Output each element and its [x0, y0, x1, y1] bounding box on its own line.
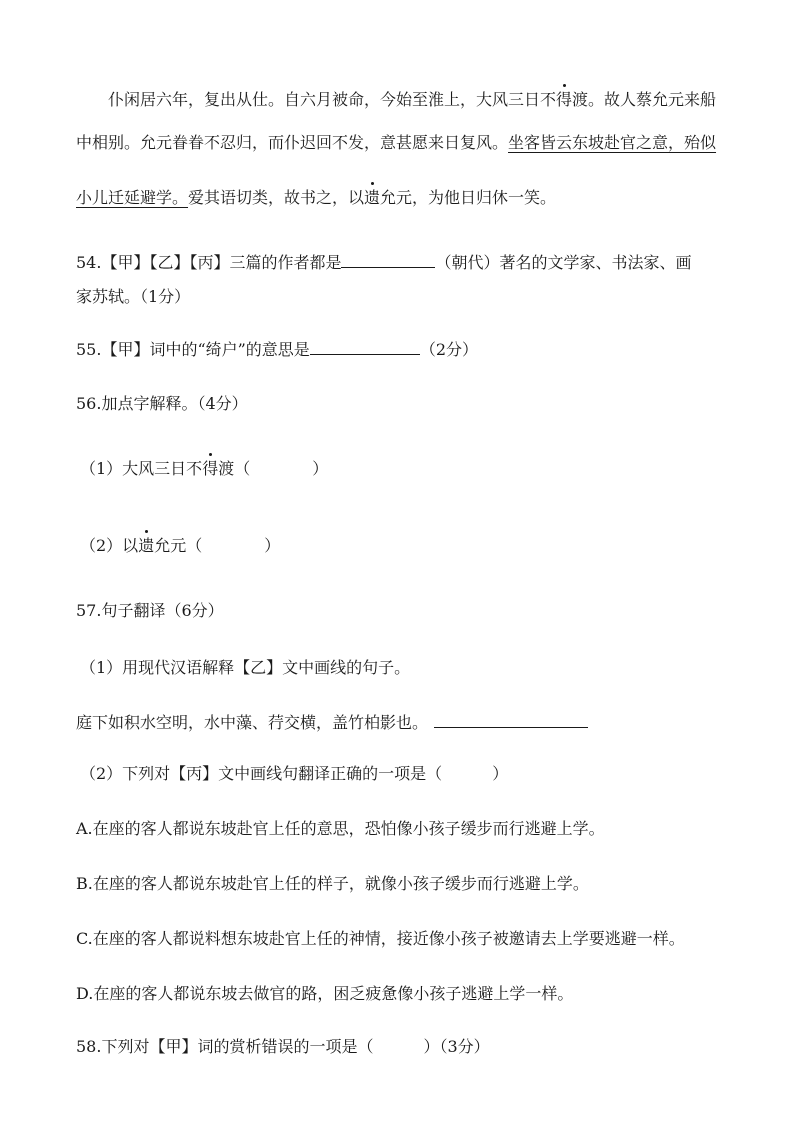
question-text: （2）下列对【丙】文中画线句翻译正确的一项是（ — [80, 764, 443, 783]
question-text: 56.加点字解释。（4分） — [76, 394, 248, 413]
passage-text: 爱其语切类，故书之，以 — [188, 188, 365, 207]
quoted-sentence: 庭下如积水空明，水中藻、荇交横，盖竹柏影也。 — [76, 713, 429, 732]
dotted-char: 得 — [556, 88, 572, 112]
question-text: ）（3分） — [423, 1037, 490, 1056]
question-text: ） — [492, 764, 509, 783]
question-text: 允元（ — [154, 536, 203, 555]
passage-text: 渡。故人蔡允元来船 — [572, 90, 717, 109]
question-54-line-2 — [76, 285, 190, 309]
question-55 — [76, 336, 478, 362]
question-text: 57.句子翻译（6分） — [76, 601, 224, 620]
question-text: （朝代）著名的文学家、书法家、画 — [435, 253, 692, 272]
question-58 — [76, 1035, 490, 1059]
passage-line-3 — [76, 186, 556, 210]
option-text: C.在座的客人都说料想东坡赴官上任的神情，接近像小孩子被邀请去上学要逃避一样。 — [76, 929, 685, 948]
question-57-title — [76, 599, 224, 623]
question-text: ） — [264, 536, 281, 555]
question-56-item-2 — [80, 534, 280, 558]
answer-blank[interactable] — [434, 709, 588, 728]
question-56-title — [76, 392, 248, 416]
option-a[interactable] — [76, 817, 605, 841]
question-text: （2）以 — [80, 536, 139, 555]
dotted-char: 得 — [202, 457, 218, 481]
question-text: （1）用现代汉语解释【乙】文中画线的句子。 — [80, 658, 411, 677]
question-text: 58.下列对【甲】词的赏析错误的一项是（ — [76, 1037, 374, 1056]
question-text: 渡（ — [218, 459, 251, 478]
answer-blank[interactable] — [341, 249, 435, 268]
passage-text: 中相别。允元眷眷不忍归，而仆迟回不发，意甚愿来日复风。 — [76, 133, 509, 152]
passage-text: 允元，为他日归休一笑。 — [380, 188, 557, 207]
question-text: （1）大风三日不 — [80, 459, 203, 478]
option-text: A.在座的客人都说东坡赴官上任的意思，恐怕像小孩子缓步而行逃避上学。 — [76, 819, 605, 838]
question-54-line-1 — [76, 249, 691, 275]
passage-text: 仆闲居六年，复出从仕。自六月被命，今始至淮上，大风三日不 — [108, 90, 557, 109]
option-b[interactable] — [76, 872, 589, 896]
question-text: 家苏轼。（1分） — [76, 287, 191, 306]
underlined-sentence: 坐客皆云东坡赴官之意，殆似 — [508, 133, 717, 152]
question-57-sentence — [76, 709, 588, 735]
passage-line-1 — [108, 88, 716, 112]
question-text: ） — [312, 459, 329, 478]
option-d[interactable] — [76, 982, 573, 1006]
underlined-sentence: 小儿迁延避学。 — [76, 188, 189, 207]
dotted-char: 遗 — [364, 186, 380, 210]
dotted-char: 遗 — [138, 534, 154, 558]
question-text: （2分） — [419, 340, 478, 359]
question-57-part-1 — [80, 656, 410, 680]
question-56-item-1 — [80, 457, 328, 481]
question-text: 54.【甲】【乙】【丙】三篇的作者都是 — [76, 253, 342, 272]
option-c[interactable] — [76, 927, 685, 951]
question-57-part-2 — [80, 762, 508, 786]
passage-line-2 — [76, 131, 716, 155]
option-text: D.在座的客人都说东坡去做官的路，困乏疲惫像小孩子逃避上学一样。 — [76, 984, 574, 1003]
option-text: B.在座的客人都说东坡赴官上任的样子，就像小孩子缓步而行逃避上学。 — [76, 874, 589, 893]
question-text: 55.【甲】词中的“绮户”的意思是 — [76, 340, 310, 359]
answer-blank[interactable] — [310, 336, 420, 355]
